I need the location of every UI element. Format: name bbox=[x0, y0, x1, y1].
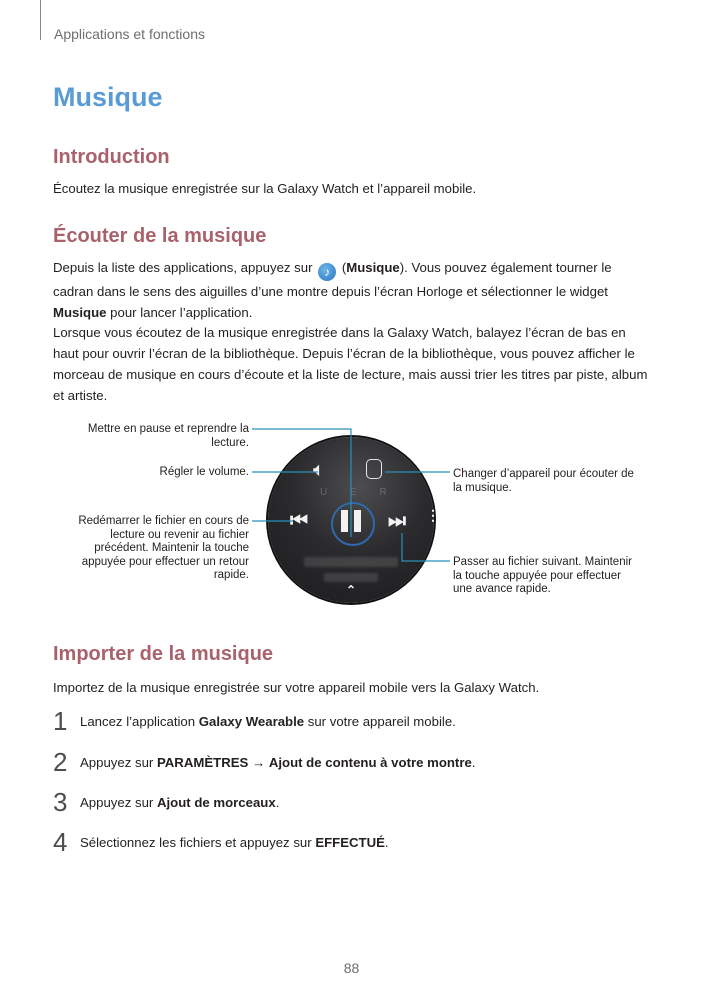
text-run: Sélectionnez les fichiers et appuyez sur bbox=[80, 835, 316, 850]
callout-next: Passer au fichier suivant. Maintenir la touche appuyée pour effectuer une avance rapide. bbox=[453, 556, 632, 595]
text-run: sur votre appareil mobile. bbox=[304, 714, 456, 729]
watch-screen bbox=[268, 437, 440, 603]
text-run: pour lancer l’application. bbox=[106, 305, 253, 320]
bold-button-name: EFFECTUÉ bbox=[315, 835, 385, 850]
bold-app-name: Musique bbox=[346, 260, 400, 275]
music-app-icon: ♪ bbox=[318, 263, 336, 281]
callout-previous: Redémarrer le fichier en cours de lecture ou revenir au fichier précédent. Maintenir la touche appuyée pour effectuer un retour rapide. bbox=[78, 515, 249, 581]
text-run: Lancez l’application bbox=[80, 714, 199, 729]
page-title: Musique bbox=[53, 82, 163, 112]
watch-device-icon[interactable] bbox=[366, 459, 382, 479]
volume-icon[interactable]: 🔈︎ bbox=[313, 459, 325, 481]
text-run: . bbox=[384, 835, 389, 850]
listen-paragraph-1: Depuis la liste des applications, appuyez sur ♪ (Musique). Vous pouvez également tourner le cadran dans le sens des aiguilles d’une montre depuis l’écran Horloge et sélectionner le widget Musique pour lancer l’application. bbox=[53, 260, 612, 320]
bold-menu-item: Ajout de morceaux bbox=[156, 795, 276, 810]
step-number: 4 bbox=[53, 827, 68, 857]
section-heading-import: Importer de la musique bbox=[53, 643, 274, 665]
bold-app-name: Galaxy Wearable bbox=[198, 714, 305, 729]
callout-volume: Régler le volume. bbox=[159, 466, 249, 478]
callout-device: Changer d’appareil pour écouter de la musique. bbox=[453, 468, 634, 494]
text-run: Appuyez sur bbox=[80, 795, 157, 810]
text-run: . bbox=[275, 795, 280, 810]
pause-icon[interactable] bbox=[341, 510, 348, 532]
step-number: 3 bbox=[53, 787, 68, 817]
previous-icon[interactable]: ⏮︎ bbox=[290, 510, 308, 532]
bold-widget-name: Musique bbox=[53, 305, 107, 320]
import-text: Importez de la musique enregistrée sur votre appareil mobile vers la Galaxy Watch. bbox=[53, 680, 540, 695]
next-icon[interactable]: ⏭︎ bbox=[388, 510, 406, 532]
text-run: Appuyez sur bbox=[80, 755, 157, 770]
blurred-artist bbox=[324, 573, 378, 582]
faint-letters: U E R bbox=[320, 487, 397, 498]
page-number: 88 bbox=[343, 960, 360, 976]
section-heading-listen: Écouter de la musique bbox=[53, 225, 267, 247]
text-run: . bbox=[471, 755, 476, 770]
progress-ring bbox=[331, 502, 375, 546]
arrow-glyph: → bbox=[248, 755, 269, 770]
more-options-icon[interactable]: ⋮ bbox=[426, 507, 440, 523]
music-player-figure bbox=[0, 415, 703, 615]
bold-menu-item: PARAMÈTRES bbox=[156, 755, 249, 770]
step-number: 1 bbox=[53, 706, 68, 736]
bold-menu-item: Ajout de contenu à votre montre bbox=[268, 755, 472, 770]
step-number: 2 bbox=[53, 747, 68, 777]
chevron-up-icon[interactable]: ⌃ bbox=[346, 583, 357, 597]
margin-rule bbox=[40, 0, 41, 40]
callout-pause: Mettre en pause et reprendre la lecture. bbox=[87, 423, 249, 449]
running-head: Applications et fonctions bbox=[54, 26, 205, 42]
text-run: Depuis la liste des applications, appuyez sur bbox=[53, 260, 317, 275]
text-run: ). Vous pouvez également tourner le cadran dans le sens des aiguilles d’une montre depuis l’écran Horloge et sélectionner le widget bbox=[53, 260, 612, 299]
pause-icon-bar bbox=[354, 510, 361, 532]
intro-text: Écoutez la musique enregistrée sur la Galaxy Watch et l’appareil mobile. bbox=[53, 181, 477, 196]
listen-paragraph-2: Lorsque vous écoutez de la musique enregistrée dans la Galaxy Watch, balayez l’écran de bas en haut pour ouvrir l’écran de la bibliothèque. Depuis l’écran de la bibliothèque, vous pouvez afficher le morceau de musique en cours d’écoute et la liste de lecture, mais aussi trier les titres par piste, album et artiste. bbox=[53, 325, 648, 403]
section-heading-introduction: Introduction bbox=[53, 146, 170, 168]
blurred-title bbox=[304, 557, 398, 567]
